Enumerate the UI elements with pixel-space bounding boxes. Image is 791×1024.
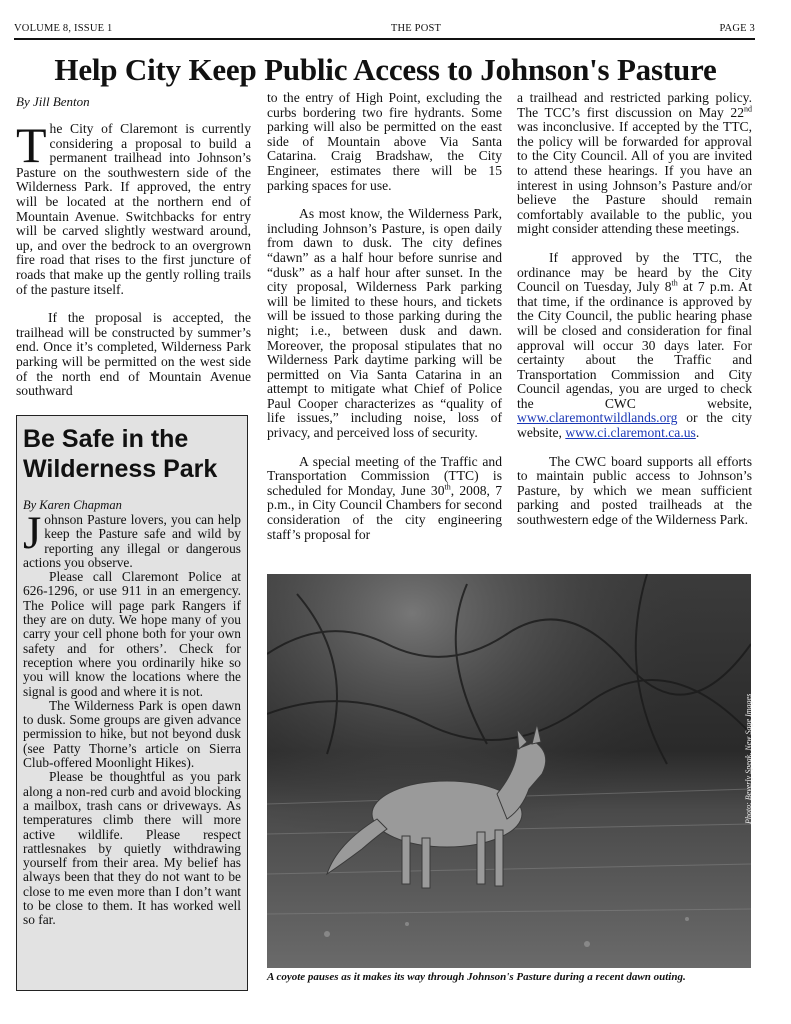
article-byline: By Jill Benton	[16, 94, 90, 109]
dropcap: T	[16, 117, 47, 173]
sidebar-paragraph-2: Please call Claremont Police at 626-1296, or use 911 in an emergency. The Police will page park Rangers if they are on duty. We hope many of you carry your cell phone both for your own safety and for others’. Check for reception where you ordinarily hike so you will know the locations where the signal is good and where it is not.	[23, 569, 241, 699]
volume-issue: VOLUME 8, ISSUE 1	[14, 22, 113, 34]
article-paragraph-1: The City of Claremont is currently considering a proposal to build a permanent trailhead into Johnson’s Pasture on the southwestern side of the Wilderness Park. If approved, the entry will be located at the northern end of Mountain Avenue. Switchbacks for entry will be carved slightly westward around, up, and over the bedrock to an overgrown fire road that rises to the first juncture of roads that make up the gently rolling trails of the pasture itself.	[16, 117, 251, 297]
sidebar-paragraph-1: Johnson Pasture lovers, you can help keep the Pasture safe and wild by reporting any illegal or dangerous actions you observe.	[23, 507, 241, 570]
article-column-2	[267, 91, 502, 556]
sidebar-byline: By Karen Chapman	[23, 498, 122, 512]
sidebar-body	[23, 507, 241, 928]
coyote-image	[267, 574, 751, 968]
header-rule	[14, 38, 755, 40]
city-website-link[interactable]: www.ci.claremont.ca.us	[565, 425, 696, 441]
article-paragraph-5: If approved by the TTC, the ordinance may be heard by the City Council on Tuesday, July 8th at 7 p.m. At that time, if the ordinance is approved by the City Council, the public hearing phase will be closed and consideration for final approval will occur 30 days later. For certainty about the Traffic and Transportation Commission and City Council agendas, you are urged to check the CWC website, www.claremontwildlands.org or the city website, www.ci.claremont.ca.us.	[517, 249, 752, 441]
article-paragraph-2-cont: to the entry of High Point, excluding the curbs bordering two fire hydrants. Some parking will also be permitted on the east side of Mountain above Via Santa Catarina. Craig Bradshaw, the City Engineer, estimates there will be 15 parking spaces for use.	[267, 90, 502, 193]
photo-credit: Photo: Beverly Speak, New Sage Images	[744, 693, 753, 824]
article-paragraph-3: As most know, the Wilderness Park, including Johnson’s Pasture, is open daily from dawn to dusk. The city defines “dawn” as a half hour before sunrise and “dusk” as a half hour after sunset. In the city proposal, Wilderness Park parking will be limited to these hours, and tickets will be issued to those parking during the night; i.e., between dusk and dawn. Moreover, the proposal stipulates that no Wilderness Park daytime parking will be permitted on Via Santa Catarina in an attempt to mitigate what Chief of Police Paul Cooper characterizes as “quality of life issues,” including noise, loss of privacy, and perceived loss of security.	[267, 206, 502, 441]
sidebar-title: Be Safe in the Wilderness Park	[23, 425, 218, 483]
article-paragraph-4-cont: a trailhead and restricted parking policy. The TCC’s first discussion on May 22nd was inconclusive. If accepted by the TTC, the policy will be forwarded for approval to the City Council. All of you are invited to attend these hearings. If you have an interest in using Johnson’s Pasture and/or believe the Pasture should remain comfortably available to the public, you might consider attending these meetings.	[517, 90, 752, 237]
photo-caption: A coyote pauses as it makes its way through Johnson's Pasture during a recent dawn outing.	[267, 971, 686, 983]
safety-sidebar	[16, 415, 248, 991]
article-paragraph-6: The CWC board supports all efforts to maintain public access to Johnson’s Pasture, by which we mean sufficient parking and posted trailheads at the southwestern edge of the Wilderness Park.	[517, 453, 752, 528]
sidebar-paragraph-3: The Wilderness Park is open dawn to dusk. Some groups are given advance permission to hike, but not beyond dusk (see Patty Thorne’s article on Sierra Club-offered Moonlight Hikes).	[23, 697, 241, 771]
article-column-1	[16, 117, 251, 413]
article-title: Help City Keep Public Access to Johnson's Pasture	[54, 52, 717, 87]
cwc-website-link[interactable]: www.claremontwildlands.org	[517, 410, 678, 426]
article-paragraph-4: A special meeting of the Traffic and Transportation Commission (TTC) is scheduled for Monday, June 30th, 2008, 7 p.m., in City Council Chambers for second consideration of the city engineering staff’s proposal for	[267, 453, 502, 542]
coyote-photo	[267, 574, 751, 968]
sidebar-paragraph-4: Please be thoughtful as you park along a non-red curb and avoid blocking a mailbox, trash cans or driveways. As temperatures climb there will more active wildlife. Please respect rattlesnakes by quietly withdrawing yourself from their area. My belief has always been that they do not want to be close to me even more than I don’t want to be close to them. It has worked well so far.	[23, 769, 241, 928]
page-header	[14, 20, 755, 36]
publication-name: THE POST	[390, 22, 442, 34]
article-column-3	[517, 91, 752, 542]
page-number: PAGE 3	[719, 22, 755, 34]
sidebar-dropcap: J	[23, 507, 42, 559]
article-paragraph-2: If the proposal is accepted, the trailhead will be constructed by summer’s end. Once it’s completed, Wilderness Park parking will be permitted on the west side of the north end of Mountain Avenue southward	[16, 310, 251, 399]
